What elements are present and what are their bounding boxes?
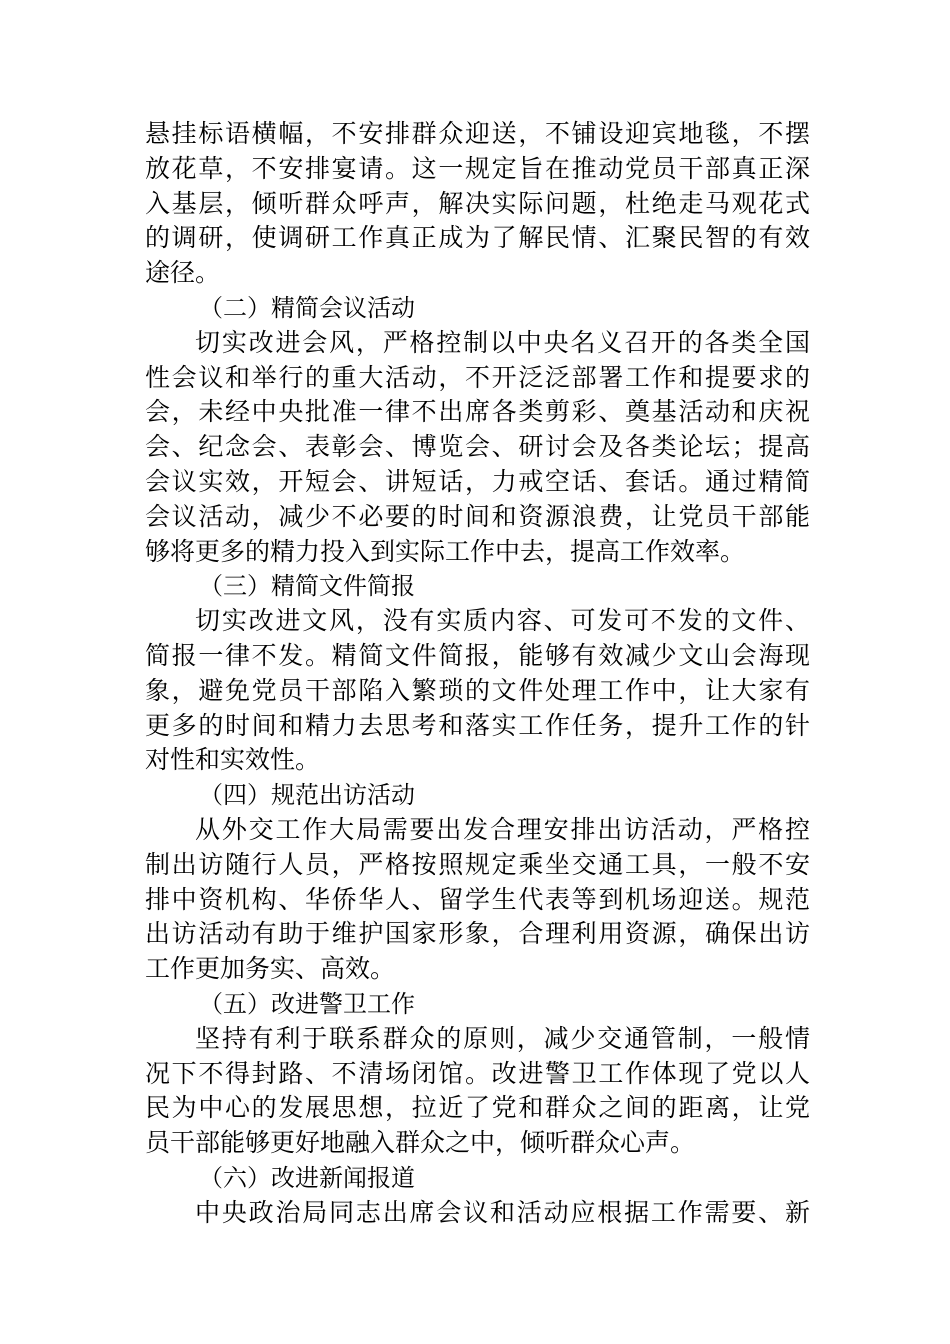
document-page bbox=[145, 117, 810, 1231]
text-line: 简报一律不发。精简文件简报，能够有效减少文山会海现 bbox=[145, 640, 810, 670]
text-line: 况下不得封路、不清场闭馆。改进警卫工作体现了党以人 bbox=[145, 1058, 810, 1088]
text-line: 会议活动，减少不必要的时间和资源浪费，让党员干部能 bbox=[145, 501, 810, 531]
text-line: 入基层，倾听群众呼声，解决实际问题，杜绝走马观花式 bbox=[145, 188, 810, 218]
paragraph-first-line: 从外交工作大局需要出发合理安排出访活动，严格控 bbox=[195, 814, 810, 844]
paragraph-first-line: 切实改进文风，没有实质内容、可发可不发的文件、 bbox=[195, 606, 810, 636]
text-line: 出访活动有助于维护国家形象，合理利用资源，确保出访 bbox=[145, 919, 810, 949]
text-line: 会、纪念会、表彰会、博览会、研讨会及各类论坛；提高 bbox=[145, 432, 810, 462]
text-line: 会，未经中央批准一律不出席各类剪彩、奠基活动和庆祝 bbox=[145, 397, 810, 427]
text-line: 象，避免党员干部陷入繁琐的文件处理工作中，让大家有 bbox=[145, 675, 810, 705]
paragraph-first-line: 坚持有利于联系群众的原则，减少交通管制，一般情 bbox=[195, 1023, 810, 1053]
section-heading: （三）精简文件简报 bbox=[199, 572, 415, 601]
text-line: 更多的时间和精力去思考和落实工作任务，提升工作的针 bbox=[145, 710, 810, 740]
section-heading: （二）精简会议活动 bbox=[199, 293, 415, 322]
text-line: 工作更加务实、高效。 bbox=[145, 954, 396, 984]
text-line: 悬挂标语横幅，不安排群众迎送，不铺设迎宾地毯，不摆 bbox=[145, 119, 810, 148]
text-line: 性会议和举行的重大活动，不开泛泛部署工作和提要求的 bbox=[145, 362, 810, 392]
text-line: 员干部能够更好地融入群众之中，倾听群众心声。 bbox=[145, 1128, 696, 1158]
section-heading: （六）改进新闻报道 bbox=[199, 1163, 415, 1192]
text-line: 民为中心的发展思想，拉近了党和群众之间的距离，让党 bbox=[145, 1093, 810, 1123]
text-line: 对性和实效性。 bbox=[145, 745, 321, 775]
text-line: 放花草，不安排宴请。这一规定旨在推动党员干部真正深 bbox=[145, 153, 810, 183]
paragraph-first-line: 中央政治局同志出席会议和活动应根据工作需要、新 bbox=[195, 1197, 810, 1227]
text-line: 够将更多的精力投入到实际工作中去，提高工作效率。 bbox=[145, 536, 746, 566]
text-line: 的调研，使调研工作真正成为了解民情、汇聚民智的有效 bbox=[145, 223, 810, 253]
paragraph-first-line: 切实改进会风，严格控制以中央名义召开的各类全国 bbox=[195, 327, 810, 357]
section-heading: （四）规范出访活动 bbox=[199, 781, 415, 810]
text-line: 排中资机构、华侨华人、留学生代表等到机场迎送。规范 bbox=[145, 884, 810, 914]
text-line: 制出访随行人员，严格按照规定乘坐交通工具，一般不安 bbox=[145, 849, 810, 879]
section-heading: （五）改进警卫工作 bbox=[199, 989, 415, 1018]
text-line: 途径。 bbox=[145, 258, 221, 288]
text-line: 会议实效，开短会、讲短话，力戒空话、套话。通过精简 bbox=[145, 466, 810, 496]
